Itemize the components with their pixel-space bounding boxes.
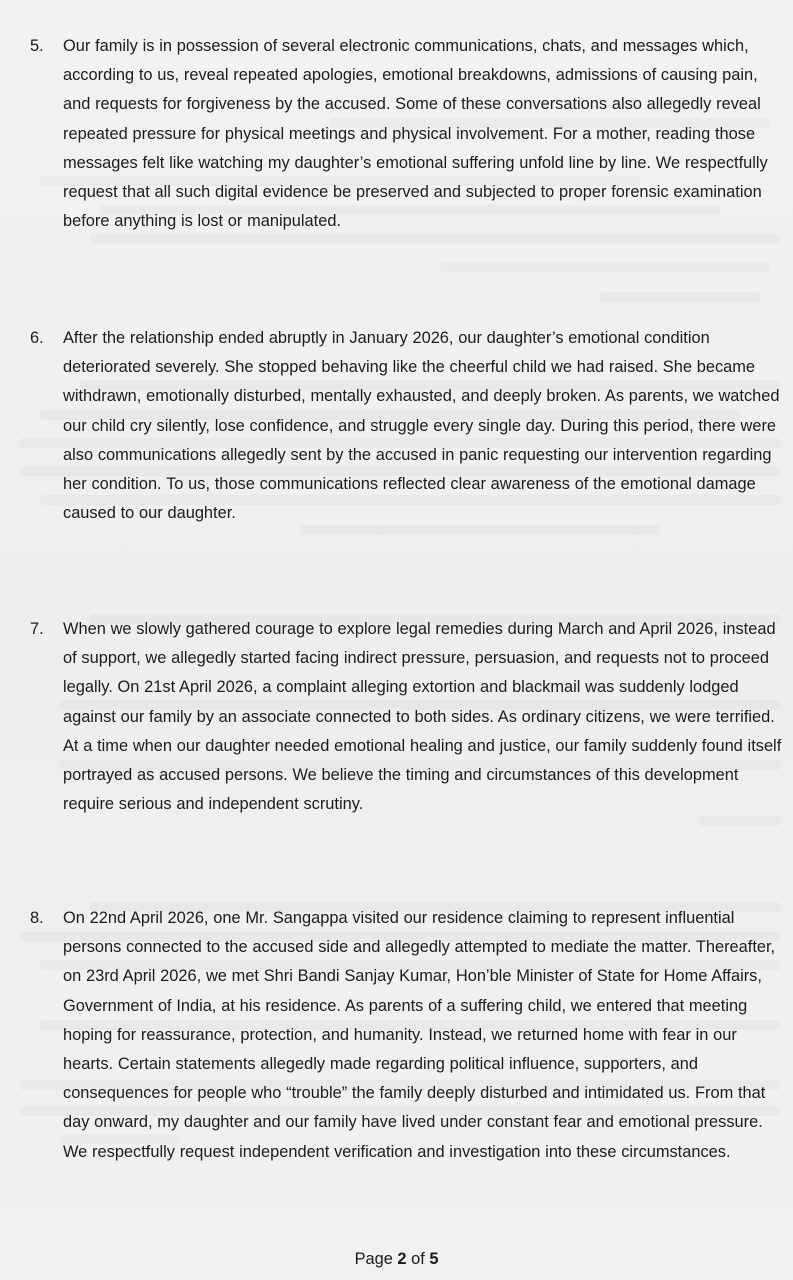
paragraph-text: Our family is in possession of several electronic communications, chats, and messages which, according to us, reveal repeated apologies, emotional breakdowns, admissions of causing pain, and requests for forgiveness by the accused. Some of these conversations also allegedly reveal repeated pressure for physical meetings and physical involvement. For a mother, reading those messages felt like watching my daughter’s emotional suffering unfold line by line. We respectfully request that all such digital evidence be preserved and subjected to proper forensic examination before anything is lost or manipulated. <box>63 37 768 231</box>
paragraph-number: 5. <box>30 37 44 55</box>
paragraph-text: After the relationship ended abruptly in January 2026, our daughter’s emotional condition deteriorated severely. She stopped behaving like the cheerful child we had raised. She became withdrawn, emotionally disturbed, mentally exhausted, and deeply broken. As parents, we watched our child cry silently, lose confidence, and struggle every single day. During this period, there were also communications allegedly sent by the accused in panic requesting our intervention regarding her condition. To us, those communications reflected clear awareness of the emotional damage caused to our daughter. <box>63 329 780 523</box>
current-page-number: 2 <box>397 1250 407 1268</box>
page-footer <box>0 1248 793 1270</box>
paragraph-5 <box>30 32 782 236</box>
total-page-count: 5 <box>429 1250 439 1268</box>
paragraph-text: On 22nd April 2026, one Mr. Sangappa visited our residence claiming to represent influential persons connected to the accused side and allegedly attempted to mediate the matter. Thereafter, on 23rd April 2026, we met Shri Bandi Sanjay Kumar, Hon’ble Minister of State for Home Affairs, Government of India, at his residence. As parents of a suffering child, we entered that meeting hoping for reassurance, protection, and humanity. Instead, we returned home with fear in our hearts. Certain statements allegedly made regarding political influence, supporters, and consequences for people who “trouble” the family deeply disturbed and intimidated us. From that day onward, my daughter and our family have lived under constant fear and emotional pressure. We respectfully request independent verification and investigation into these circumstances. <box>63 909 776 1161</box>
paragraph-8 <box>30 904 782 1167</box>
paragraph-number: 8. <box>30 909 44 927</box>
paragraph-number: 7. <box>30 620 44 638</box>
page-of-label: of <box>406 1250 430 1268</box>
page-label: Page <box>354 1250 398 1268</box>
paragraph-text: When we slowly gathered courage to explore legal remedies during March and April 2026, instead of support, we allegedly started facing indirect pressure, persuasion, and requests not to proceed legally. On 21st April 2026, a complaint alleging extortion and blackmail was suddenly lodged against our family by an associate connected to both sides. As ordinary citizens, we were terrified. At a time when our daughter needed emotional healing and justice, our family suddenly found itself portrayed as accused persons. We believe the timing and circumstances of this development require serious and independent scrutiny. <box>63 620 782 814</box>
paragraph-number: 6. <box>30 329 44 347</box>
paragraph-6 <box>30 324 782 528</box>
paragraph-7 <box>30 615 782 819</box>
